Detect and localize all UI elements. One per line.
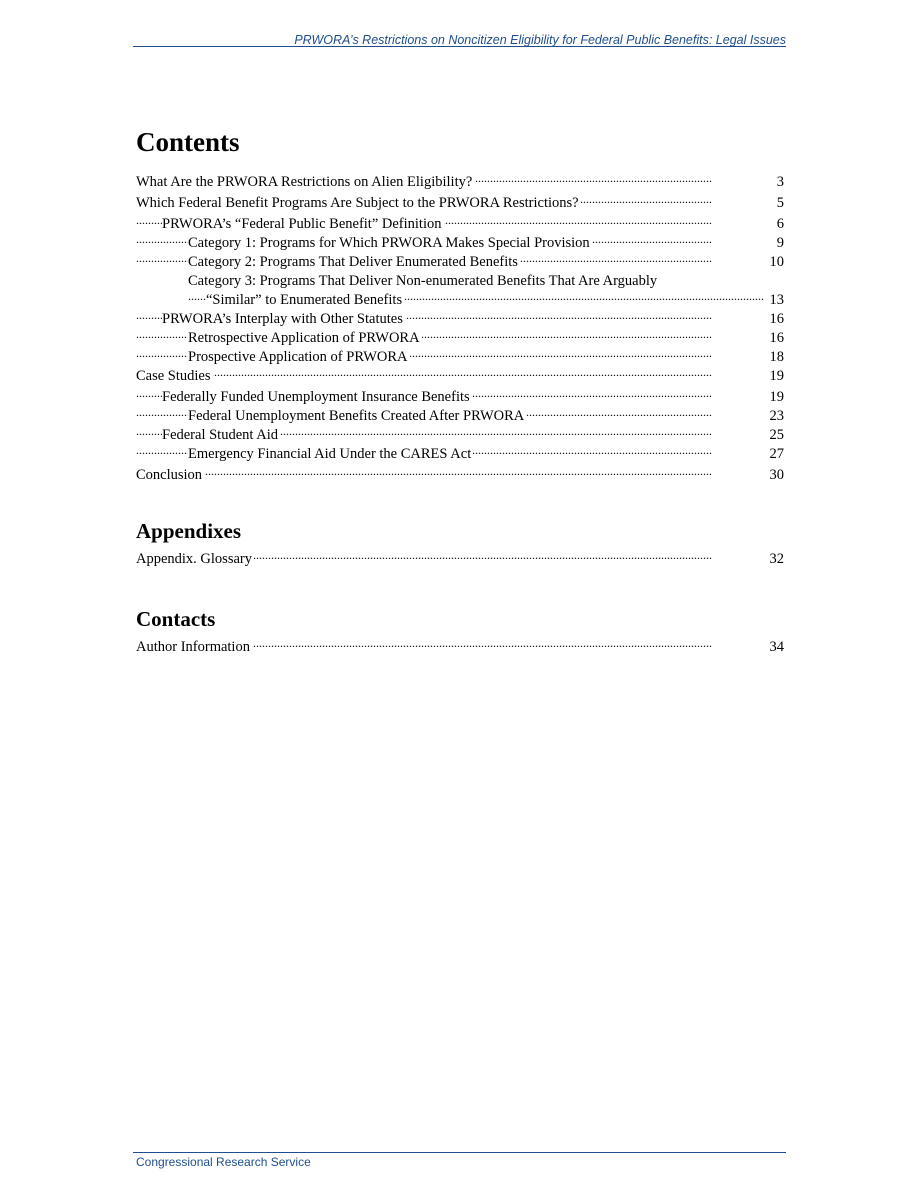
toc-entry[interactable] [136, 407, 784, 426]
toc-entry-page: 34 [769, 639, 784, 655]
toc-entry[interactable] [136, 445, 784, 464]
toc-entry-title: Federally Funded Unemployment Insurance Benefits [162, 389, 470, 405]
toc-entry-title: Which Federal Benefit Programs Are Subject to the PRWORA Restrictions? [136, 195, 579, 211]
toc-entry-page: 16 [769, 330, 784, 346]
toc-entry-page: 27 [769, 446, 784, 462]
toc-entry-title: Federal Student Aid [162, 427, 278, 443]
toc-entry-title: Category 1: Programs for Which PRWORA Makes Special Provision [188, 235, 590, 251]
header-rule [133, 46, 786, 47]
toc-entry-title: Conclusion [136, 467, 203, 483]
toc-entry[interactable] [136, 348, 784, 367]
toc-entry-page: 30 [769, 467, 784, 483]
toc-entry-title: Appendix. Glossary [136, 551, 252, 567]
toc-entry-title-line2: “Similar” to Enumerated Benefits [206, 292, 403, 308]
toc-entry-page: 23 [769, 408, 784, 424]
toc-entry-page: 25 [769, 427, 784, 443]
toc-entry-page: 16 [769, 311, 784, 327]
toc-entry-title: Prospective Application of PRWORA [188, 349, 408, 365]
appendixes-heading: Appendixes [136, 519, 242, 543]
contacts-heading: Contacts [136, 607, 216, 631]
toc-entry-page: 19 [769, 389, 784, 405]
toc-entry[interactable] [136, 173, 784, 192]
toc-entry[interactable] [136, 272, 784, 310]
toc-entry-title: What Are the PRWORA Restrictions on Alien Eligibility? [136, 174, 473, 190]
toc-entry-title: Author Information [136, 639, 250, 655]
footer-rule [133, 1152, 786, 1153]
toc-entry[interactable] [136, 426, 784, 445]
toc-entry-page: 18 [769, 349, 784, 365]
dot-leader [136, 367, 784, 382]
contents-list [136, 173, 784, 485]
toc-entry-title: Case Studies [136, 368, 211, 384]
dot-leader [136, 466, 784, 481]
toc-entry-title: Category 2: Programs That Deliver Enumerated Benefits [188, 254, 518, 270]
toc-entry-title: Category 3: Programs That Deliver Non-enumerated Benefits That Are Arguably [188, 272, 784, 291]
contacts-list [136, 638, 784, 657]
toc-entry-page: 9 [776, 235, 784, 251]
toc-entry-page: 6 [776, 216, 784, 232]
toc-entry-title: Retrospective Application of PRWORA [188, 330, 420, 346]
contents-heading: Contents [136, 127, 240, 157]
toc-entry-page: 5 [776, 195, 784, 211]
toc-entry[interactable] [136, 550, 784, 569]
toc-entry[interactable] [136, 638, 784, 657]
toc-entry-page: 32 [769, 551, 784, 567]
toc-entry-title: Federal Unemployment Benefits Created After PRWORA [188, 408, 525, 424]
section-spacer [136, 569, 784, 606]
toc-entry[interactable] [136, 388, 784, 407]
toc-entry-title: PRWORA’s “Federal Public Benefit” Definition [162, 216, 442, 232]
toc-entry[interactable] [136, 234, 784, 253]
toc-entry-title-continued [188, 291, 784, 310]
toc-entry[interactable] [136, 310, 784, 329]
toc-entry-title: PRWORA’s Interplay with Other Statutes [162, 311, 403, 327]
toc-entry[interactable] [136, 215, 784, 234]
toc-entry[interactable] [136, 367, 784, 386]
toc-entry-page: 10 [769, 254, 784, 270]
running-header: PRWORA’s Restrictions on Noncitizen Eligibility for Federal Public Benefits: Legal Issues [294, 33, 786, 47]
toc-entry-page: 13 [769, 292, 784, 308]
toc-entry-page: 19 [769, 368, 784, 384]
footer-organization: Congressional Research Service [136, 1155, 311, 1169]
toc-entry[interactable] [136, 466, 784, 485]
toc-entry-title: Emergency Financial Aid Under the CARES Act [188, 446, 472, 462]
appendixes-list [136, 550, 784, 569]
toc-entry[interactable] [136, 194, 784, 213]
toc-entry-page: 3 [776, 174, 784, 190]
table-of-contents [136, 126, 784, 657]
section-spacer [136, 485, 784, 518]
toc-entry[interactable] [136, 329, 784, 348]
toc-entry[interactable] [136, 253, 784, 272]
